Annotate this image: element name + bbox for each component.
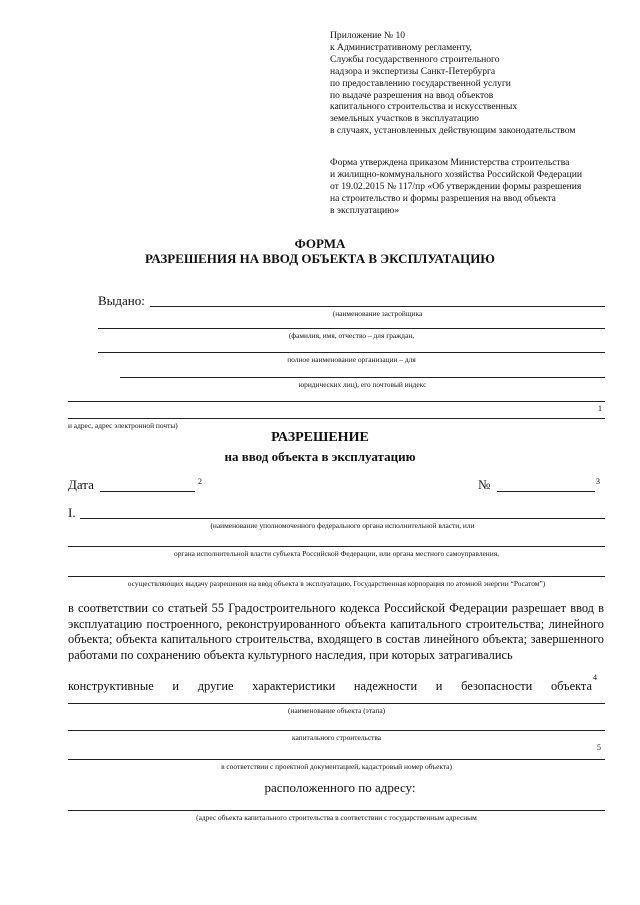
authority-caption-1: (наименование уполномоченного федерального органа исполнительной власти, или (210, 521, 475, 530)
form-title: ФОРМА (294, 236, 346, 251)
approval-line: Форма утверждена приказом Министерства строительства (330, 157, 570, 168)
object-name-field[interactable] (68, 703, 605, 704)
body-last-line: конструктивные и другие характеристики надежности и безопасности объекта (68, 679, 592, 693)
permit-subtitle: на ввод объекта в эксплуатацию (224, 449, 416, 464)
date-field[interactable] (100, 491, 195, 492)
body-text: в соответствии со статьей 55 Градостроительного кодекса Российской Федерации разрешает ввод в эксплуатацию построенного, реконструированного объекта капитального строительства; линейного объекта; объекта капитального строительства, входящего в состав линейного объекта; завершенного работами по сохранению объекта культурного наследия, при которых затрагивались (68, 601, 604, 662)
appendix-line: земельных участков в эксплуатацию (330, 113, 479, 125)
address-field[interactable] (68, 401, 605, 402)
appendix-line: по выдаче разрешения на ввод объектов (330, 89, 494, 101)
authority-field-2[interactable] (68, 546, 605, 547)
issued-label: Выдано: (98, 293, 145, 308)
footnote-3: 3 (596, 477, 600, 486)
full-name-caption: (фамилия, имя, отчество – для граждан, (288, 331, 415, 340)
address-caption: и адрес, адрес электронной почты) (68, 421, 178, 430)
object-address-field[interactable] (68, 810, 605, 811)
approval-note (330, 157, 630, 217)
footnote-4: 4 (593, 673, 597, 682)
appendix-line: Службы государственного строительного (330, 53, 500, 65)
org-name-caption: полное наименование организации – для (287, 355, 416, 364)
footnote-2: 2 (198, 477, 202, 486)
full-name-field[interactable] (98, 328, 605, 329)
legal-entity-caption: юридических лиц), его почтовый индекс (298, 380, 427, 389)
legal-entity-field[interactable] (120, 377, 605, 378)
org-name-field[interactable] (98, 352, 605, 353)
capital-construction-caption: капитального строительства (291, 733, 382, 742)
footnote-1: 1 (598, 404, 602, 413)
authority-caption-3: осуществляющих выдачу разрешения на ввод объекта в эксплуатацию, Государственная корпорация по атомной энергии “Росатом”) (127, 579, 546, 588)
authority-caption-2: органа исполнительной власти субъекта Российской Федерации, или органа местного самоуправления, (174, 549, 499, 558)
located-label: расположенного по адресу: (264, 780, 416, 795)
project-docs-caption: в соответствии с проектной документацией, кадастровый номер объекта) (221, 762, 452, 771)
project-docs-field[interactable] (68, 759, 605, 760)
approval-line: и жилищно-коммунального хозяйства Российской Федерации (330, 168, 582, 180)
appendix-header (330, 30, 630, 137)
developer-name-field[interactable] (150, 306, 605, 307)
object-name-caption: (наименование объекта (этапа) (287, 706, 386, 715)
date-label: Дата (68, 477, 94, 492)
appendix-line: к Административному регламенту, (330, 41, 472, 53)
appendix-line: в случаях, установленных действующим законодательством (330, 125, 576, 137)
form-subtitle: РАЗРЕШЕНИЯ НА ВВОД ОБЪЕКТА В ЭКСПЛУАТАЦИЮ (145, 251, 495, 266)
object-address-caption: (адрес объекта капитального строительства в соответствии с государственным адресным (196, 813, 477, 822)
appendix-line: надзора и экспертизы Санкт-Петербурга (330, 65, 496, 77)
approval-line: от 19.02.2015 № 117/пр «Об утверждении формы разрешения (330, 180, 582, 192)
authority-field-3[interactable] (68, 576, 605, 577)
appendix-line: капитального строительства и искусственных (330, 101, 518, 113)
section-number: I. (68, 505, 76, 520)
developer-name-caption: (наименование застройщика (332, 309, 423, 318)
approval-line: в эксплуатацию» (330, 204, 400, 216)
footnote-5: 5 (597, 743, 601, 752)
permit-title: РАЗРЕШЕНИЕ (271, 430, 369, 445)
capital-construction-field[interactable] (68, 730, 605, 731)
authority-field-1[interactable] (80, 518, 605, 519)
appendix-line: Приложение № 10 (330, 30, 406, 41)
number-field[interactable] (497, 491, 595, 492)
appendix-line: по предоставлению государственной услуги (330, 77, 511, 89)
body-paragraph (68, 601, 604, 663)
number-label: № (478, 477, 491, 492)
address-field-2[interactable] (68, 418, 605, 419)
approval-line: на строительство и формы разрешения на ввод объекта (330, 192, 556, 204)
